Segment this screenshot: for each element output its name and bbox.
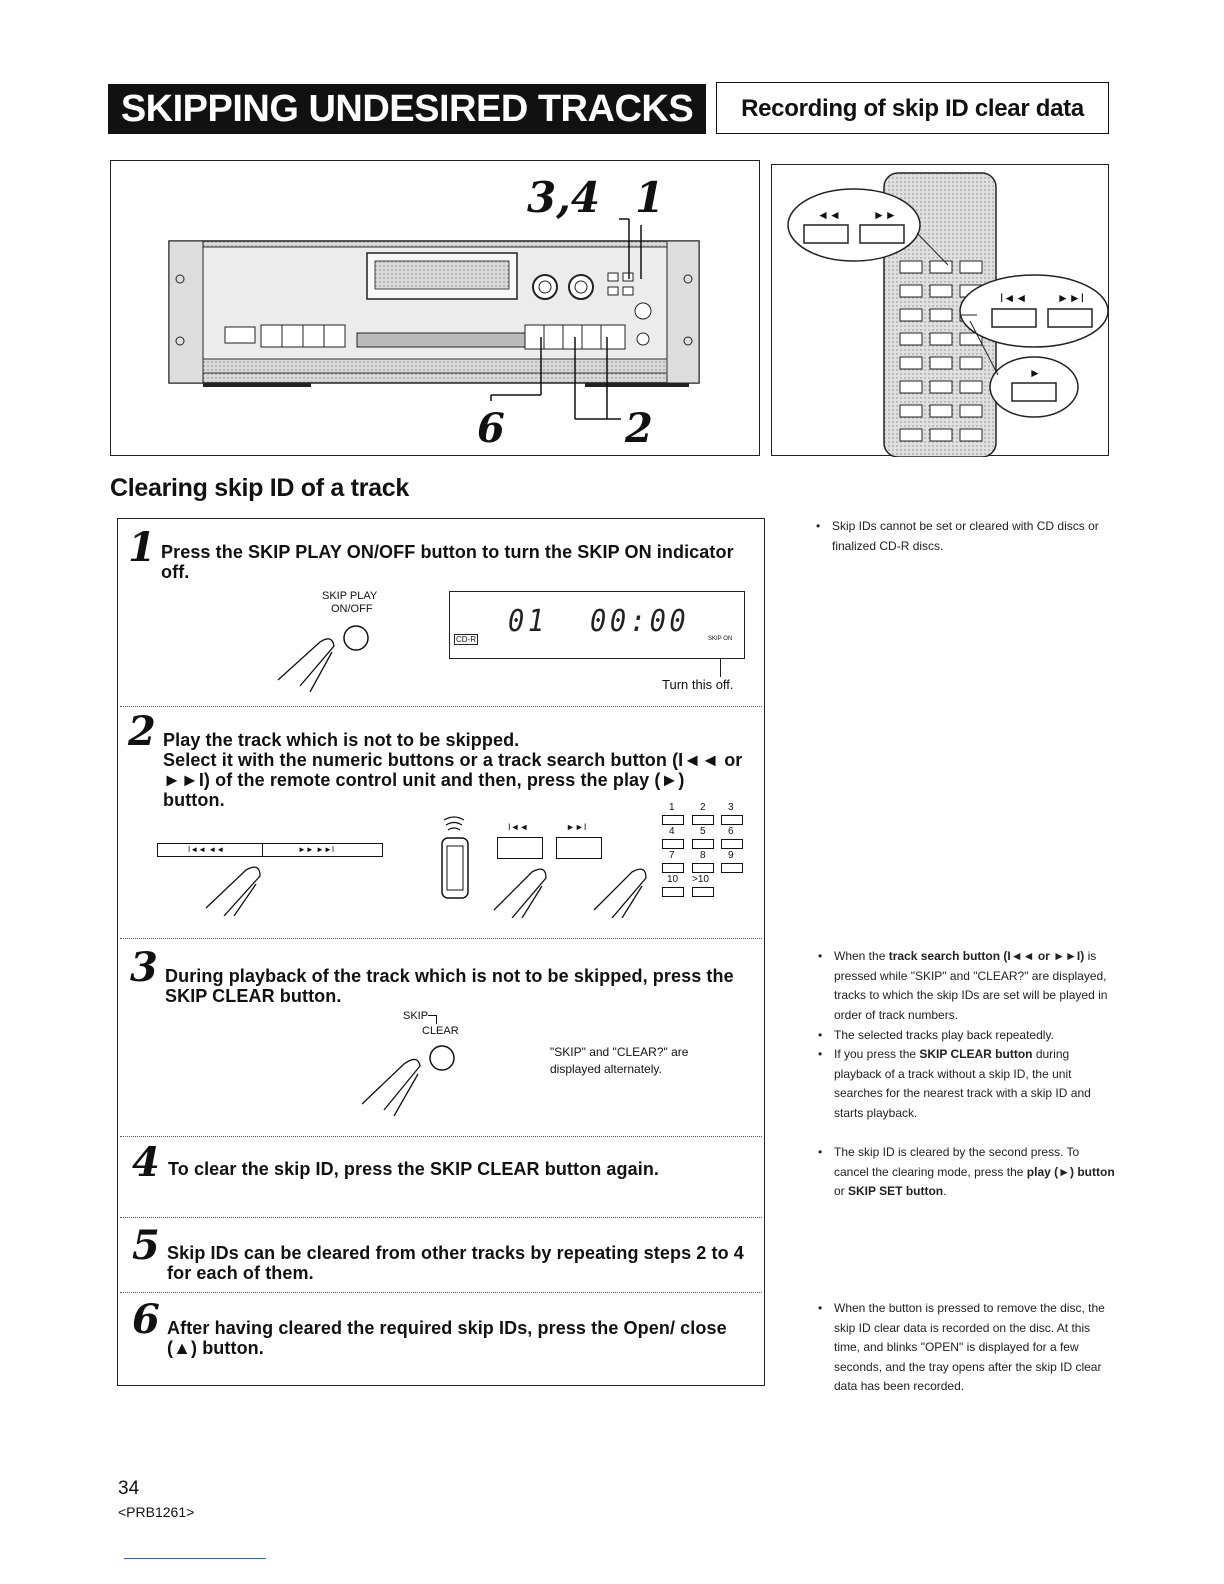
step-3-text: During playback of the track which is not to be skipped, press the SKIP CLEAR button. <box>165 966 734 1006</box>
skip-play-label-line1: SKIP PLAY <box>322 590 378 602</box>
note-1: • Skip IDs cannot be set or cleared with CD discs or finalized CD-R discs. <box>832 517 1114 556</box>
divider-4 <box>120 1217 762 1218</box>
key-6 <box>721 839 743 849</box>
note-4 <box>834 1045 1116 1123</box>
finger-icon-panel <box>200 860 270 916</box>
step-2-text-line1: Play the track which is not to be skipped. <box>163 730 520 750</box>
key-8 <box>692 863 714 873</box>
key-1 <box>662 815 684 825</box>
note-3: • The selected tracks play back repeatedly. <box>834 1026 1116 1046</box>
key-6-label: 6 <box>728 826 734 837</box>
note-4-bold: SKIP CLEAR button <box>919 1047 1033 1061</box>
step-3-number: 3 <box>130 944 158 991</box>
key-9-label: 9 <box>728 850 734 861</box>
finger-icon-keypad <box>590 862 654 918</box>
note-5-mid: or <box>834 1184 849 1198</box>
callout-6: 6 <box>477 405 505 452</box>
step-6-text: After having cleared the required skip IDs, press the Open/ close (▲) button. <box>167 1318 727 1358</box>
key-1-label: 1 <box>669 802 675 813</box>
step-4-text: To clear the skip ID, press the SKIP CLEAR button again. <box>168 1159 660 1179</box>
finger-icon-prev <box>490 862 554 918</box>
panel-rewind-label: I◄◄ ◄◄ <box>188 845 225 854</box>
remote-prev-button <box>497 837 543 859</box>
skip-play-label-line2: ON/OFF <box>331 603 373 615</box>
key-7-label: 7 <box>669 850 675 861</box>
step-4-number: 4 <box>132 1139 160 1186</box>
panel-forward-label: ►► ►►I <box>298 845 335 854</box>
callout-1: 1 <box>635 173 665 222</box>
page-title: SKIPPING UNDESIRED TRACKS <box>108 84 706 134</box>
key-8-label: 8 <box>700 850 706 861</box>
key-3 <box>721 815 743 825</box>
page-number: 34 <box>118 1478 140 1499</box>
skip-on-pointer <box>720 659 721 677</box>
bottom-rule <box>124 1558 266 1559</box>
key-10 <box>662 887 684 897</box>
remote-next-label: ►►I <box>566 822 587 832</box>
note-5-pre: The skip ID is cleared by the second press. To cancel the clearing mode, press the <box>834 1145 1080 1179</box>
lcd-track: 01 <box>508 604 548 639</box>
step-2-number: 2 <box>128 708 156 755</box>
play-label: ► <box>1029 366 1041 380</box>
skip-clear-bracket <box>428 1015 437 1024</box>
key-2-label: 2 <box>700 802 706 813</box>
step-5-number: 5 <box>132 1222 160 1269</box>
note-2 <box>834 947 1116 1025</box>
key-gt10-label: >10 <box>692 874 709 885</box>
note-6: • When the button is pressed to remove the disc, the skip ID clear data is recorded on the disc. At this time, and blinks "OPEN" is displayed for a few seconds, and the tray opens after the skip ID clear data has been recorded. <box>834 1299 1116 1397</box>
note-4-post: during playback of a track without a skip ID, the unit searches for the nearest track with a skip ID and starts playback. <box>834 1047 1091 1120</box>
remote-prev-label: I◄◄ <box>508 822 529 832</box>
skip-play-button-icon <box>270 620 380 692</box>
skip-clear-label-line1: SKIP <box>403 1010 429 1022</box>
note-5-bold-2: SKIP SET button <box>848 1184 944 1198</box>
lcd-time: 00:00 <box>590 604 690 639</box>
skip-clear-label-line2: CLEAR <box>422 1025 459 1037</box>
divider-3 <box>120 1136 762 1137</box>
numeric-keypad <box>660 802 750 902</box>
step-1-text: Press the SKIP PLAY ON/OFF button to turn the SKIP ON indicator off. <box>161 542 734 582</box>
next-track-label: ►►I <box>1057 291 1085 305</box>
key-3-label: 3 <box>728 802 734 813</box>
key-2 <box>692 815 714 825</box>
lcd-skip-on-tag: SKIP ON <box>708 636 733 642</box>
note-5 <box>834 1143 1116 1202</box>
key-9 <box>721 863 743 873</box>
step-5-text: Skip IDs can be cleared from other tracks by repeating steps 2 to 4 for each of them. <box>167 1243 744 1283</box>
deck-figure <box>110 160 760 456</box>
note-2-bold: track search button (I◄◄ or ►►I) <box>888 949 1085 963</box>
key-4 <box>662 839 684 849</box>
page-subtitle: Recording of skip ID clear data <box>716 82 1109 134</box>
divider-1 <box>120 706 762 707</box>
divider-5 <box>120 1292 762 1293</box>
section-heading: Clearing skip ID of a track <box>110 474 409 502</box>
step-1-caption: Turn this off. <box>662 677 734 692</box>
note-5-bold-1: play (►) button <box>1026 1164 1115 1179</box>
remote-icon <box>438 816 472 900</box>
key-10-label: 10 <box>667 874 679 885</box>
step-3-caption: "SKIP" and "CLEAR?" are displayed alternately. <box>550 1045 689 1076</box>
rewind-label: ◄◄ <box>817 208 841 222</box>
key-gt10 <box>692 887 714 897</box>
panel-search-buttons <box>157 843 383 857</box>
fast-forward-label: ►► <box>873 208 897 222</box>
note-2-post: is pressed while "SKIP" and "CLEAR?" are displayed, tracks to which the skip IDs are set will be played in order of track numbers. <box>834 949 1108 1022</box>
prev-track-label: I◄◄ <box>1000 291 1028 305</box>
document-code: <PRB1261> <box>118 1504 195 1520</box>
panel-divider <box>262 844 263 856</box>
step-1-number: 1 <box>128 524 156 571</box>
key-5 <box>692 839 714 849</box>
callout-2: 2 <box>625 405 653 452</box>
note-4-pre: If you press the <box>834 1047 920 1061</box>
divider-2 <box>120 938 762 939</box>
lcd-cdr-tag: CD-R <box>456 635 476 644</box>
remote-figure <box>771 164 1109 456</box>
callout-3-4: 3,4 <box>527 173 601 222</box>
key-7 <box>662 863 684 873</box>
key-5-label: 5 <box>700 826 706 837</box>
step-2-text-line2: Select it with the numeric buttons or a track search button (I◄◄ or ►►I) of the remote control unit and then, press the play (►) button. <box>163 750 743 810</box>
step-6-number: 6 <box>132 1296 160 1343</box>
lcd-display <box>449 591 745 659</box>
skip-clear-button-icon <box>356 1038 466 1116</box>
key-4-label: 4 <box>669 826 675 837</box>
note-5-post: . <box>943 1184 947 1198</box>
note-2-pre: When the <box>834 949 889 963</box>
remote-next-button <box>556 837 602 859</box>
